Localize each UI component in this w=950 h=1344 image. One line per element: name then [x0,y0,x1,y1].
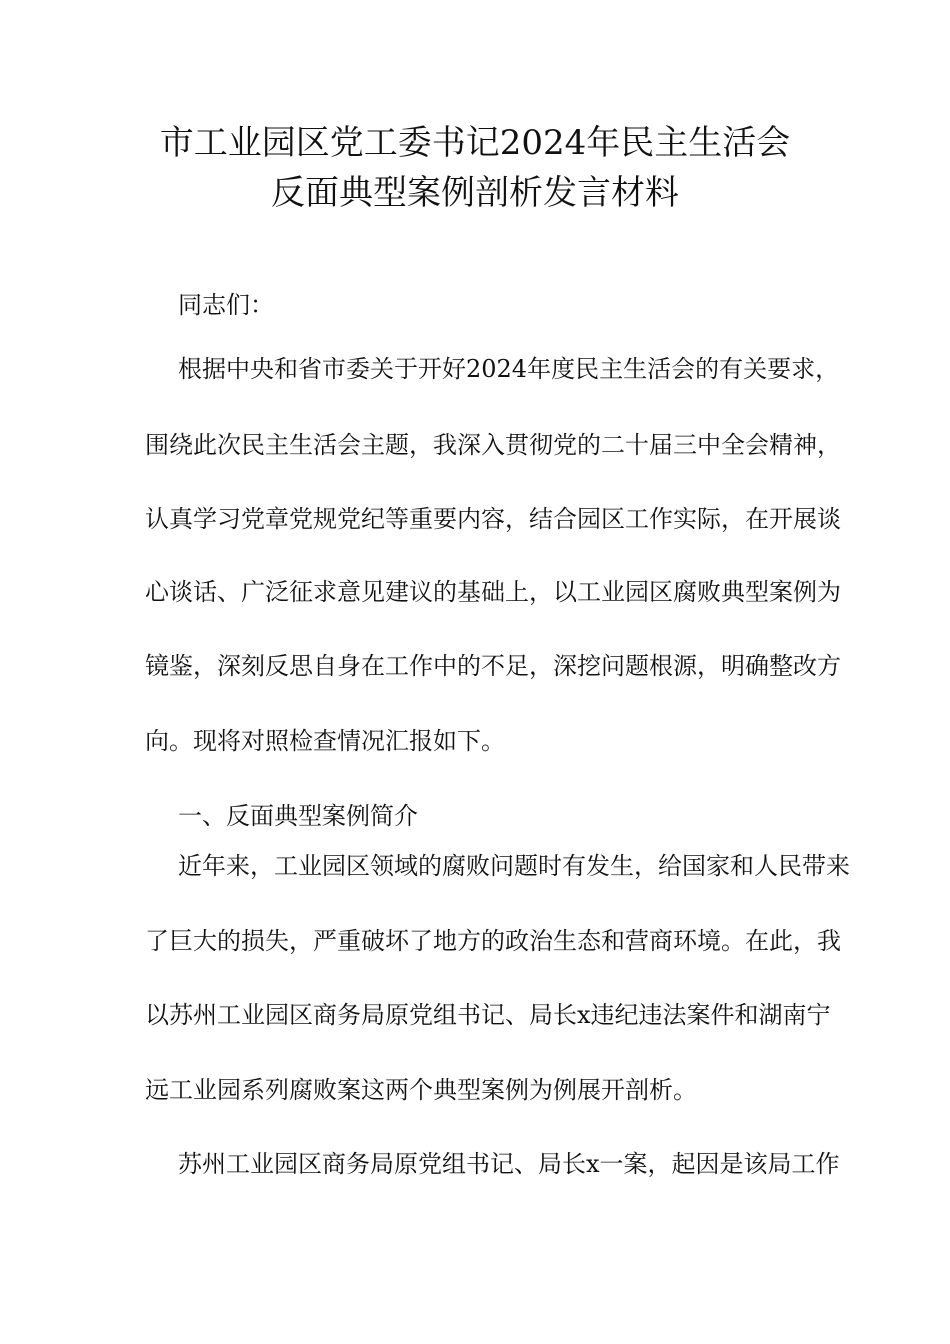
paragraph-line: 认真学习党章党规党纪等重要内容，结合园区工作实际，在开展谈 [145,505,841,533]
paragraph-line: 以苏州工业园区商务局原党组书记、局长x违纪违法案件和湖南宁 [145,1001,831,1029]
document-title-line-2: 反面典型案例剖析发言材料 [271,173,679,213]
paragraph-line: 向。现将对照检查情况汇报如下。 [145,727,505,755]
paragraph-line: 根据中央和省市委关于开好2024年度民主生活会的有关要求， [178,355,840,383]
paragraph-line: 苏州工业园区商务局原党组书记、局长x一案，起因是该局工作 [178,1150,840,1178]
paragraph-line: 远工业园系列腐败案这两个典型案例为例展开剖析。 [145,1076,697,1104]
document-title-line-1: 市工业园区党工委书记2024年民主生活会 [159,123,791,163]
paragraph-line: 心谈话、广泛征求意见建议的基础上，以工业园区腐败典型案例为 [145,578,841,606]
salutation: 同志们： [178,291,274,319]
paragraph-line: 了巨大的损失，严重破坏了地方的政治生态和营商环境。在此，我 [145,927,841,955]
paragraph-line: 镜鉴，深刻反思自身在工作中的不足，深挖问题根源，明确整改方 [145,652,841,680]
section-heading: 一、反面典型案例简介 [178,802,418,830]
paragraph-line: 围绕此次民主生活会主题，我深入贯彻党的二十届三中全会精神， [145,431,841,459]
paragraph-line: 近年来，工业园区领域的腐败问题时有发生，给国家和人民带来 [178,852,850,880]
